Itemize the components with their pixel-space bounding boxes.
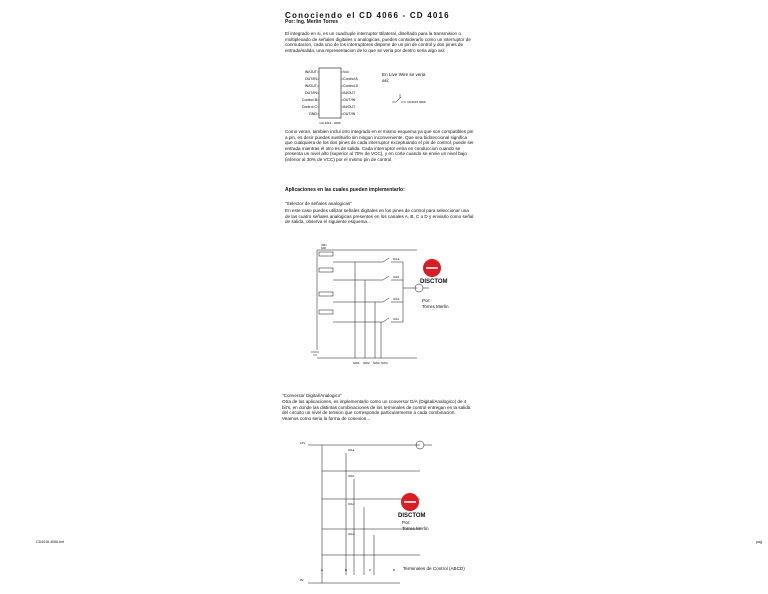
logo-text: DISCTOM — [420, 279, 448, 285]
sw-label: SW2 — [363, 361, 370, 365]
document-title: Conociendo el CD 4066 - CD 4016 — [285, 11, 450, 20]
pin-label-right: OUT/IN — [343, 98, 356, 103]
pin-label-right: Vcc — [343, 70, 349, 75]
dac-switch-label: IC1c — [348, 502, 355, 506]
lw-chip-label: CD4016 4066 — [407, 100, 426, 104]
selector-title: "Selector de señales analogicas" — [285, 201, 352, 206]
disctom-logo-2 — [396, 492, 438, 520]
pin-label-left: IN/OUT — [304, 70, 317, 75]
pin-label-right: IN/OUT — [343, 105, 356, 110]
pin-label-left: Control B — [302, 98, 317, 103]
footer-filename: CD4016 4066.fmt — [36, 540, 65, 544]
dac-gnd-label: 0V — [300, 578, 304, 582]
footer-page: pag — [756, 540, 762, 544]
pin-label-right: Control D — [343, 84, 359, 89]
dac-supply-label: 12V — [300, 441, 306, 445]
sw-label: SW3 — [373, 361, 380, 365]
dac-term-label: D — [392, 568, 396, 572]
pot-value-top: 10K — [321, 246, 327, 250]
dac-credit-name: Torres Merlin — [402, 526, 429, 531]
converter-paragraph: Otra de las aplicaciones, es implementarlo como un conversor D/A (Digital/Analogico) de 4 bit's, en donde las distintas combinaciones de los terminales de control entregan en la salida del circuito un nivel de tension que corresponde particularmente a cada combinacion. Veamos como seria la forma de conexion... — [282, 399, 471, 421]
sw-label: SW4 — [381, 361, 388, 365]
switch-label: IC1b — [393, 275, 400, 279]
selector-circuit-diagram — [305, 240, 430, 368]
pot-label-top: VR1 — [321, 243, 327, 247]
disctom-logo — [418, 258, 460, 286]
dac-credit-por: Por: — [402, 520, 411, 525]
pin-label-right: OUT/IN — [343, 112, 356, 117]
dac-switch-label: IC1b — [348, 474, 355, 478]
pin-label-right: Control A — [343, 77, 358, 82]
dac-switch-label: IC1a — [348, 448, 355, 452]
livewire-note: En Live Wire se veria asi: — [382, 72, 426, 83]
livewire-switch-symbol — [390, 92, 442, 106]
pin-label-left: OUT/IN — [304, 91, 317, 96]
switch-label: IC1c — [393, 317, 400, 321]
document-author: Por: Ing. Merlin Torres — [285, 19, 338, 25]
dac-term-label: B — [344, 568, 348, 572]
switch-label: IC1d — [393, 297, 400, 301]
chip-label: CD 4016 - 4066 — [319, 121, 341, 125]
logo-text-2: DISCTOM — [398, 513, 426, 519]
dac-term-label: C — [368, 568, 372, 572]
selector-credit-name: Torres Merlin — [422, 304, 449, 309]
dac-term-label: A — [320, 568, 324, 572]
pin-label-left: Control C — [301, 105, 317, 110]
converter-title: "Conversor Digital/Analogico" — [282, 393, 342, 398]
applications-heading: Aplicaciones en las cuales pueden implementarlo: — [285, 187, 405, 193]
sw-label: SW1 — [353, 361, 360, 365]
pin-label-right: IN/OUT — [343, 91, 356, 96]
pin-label-left: OUT/IN — [304, 77, 317, 82]
pinout-diagram — [285, 66, 381, 128]
switch-label: IC1a — [393, 257, 400, 261]
selector-paragraph: En este caso puedes utilizar señales digitales en los pines de control para seleccionar una de las cuatro señales analogicas presentes en los canales A, B, C o D y enviarlo como señal de salida, observa el siguiente esquema... — [285, 208, 474, 225]
control-terminals-note: Terminales de Control (ABCD) — [403, 566, 465, 571]
bidirectional-paragraph: Como veran, tambien inclui otro integrado en el mismo esquema ya que son compatibles pin a pin, es decir puedes sustituirlo sin ningun inconveniente. Que sea bidireccional significa que cualquiera de los dos pines de cada interruptor exceptuando el pin de control, puede ser entrada mientras el otro es de salida. Cada interruptor entra en conduccion cuando se presenta un nivel alto (superior al 70% de VCC), y en corte cuando se envie un nivel bajo (inferior al 30% de VCC) por el mismo pin de control. — [285, 129, 474, 162]
dac-switch-label: IC1d — [348, 532, 355, 536]
pin-label-left: GND — [309, 112, 317, 117]
pin-label-left: IN/OUT — [304, 84, 317, 89]
selector-credit-por: Por: — [422, 298, 431, 303]
intro-paragraph: El integrado en si, es un cuadruple interruptor Bilateral, diseñado para la transmision o multiplexado de señales digitales o analogicas, puedes considerarlo como un interruptor de conmutacion, cada uno de los interruptores dispone de un pin de control y dos pines de entrada/salida, una representacion de lo que se veria por dentro seria algo asi: — [285, 31, 471, 53]
